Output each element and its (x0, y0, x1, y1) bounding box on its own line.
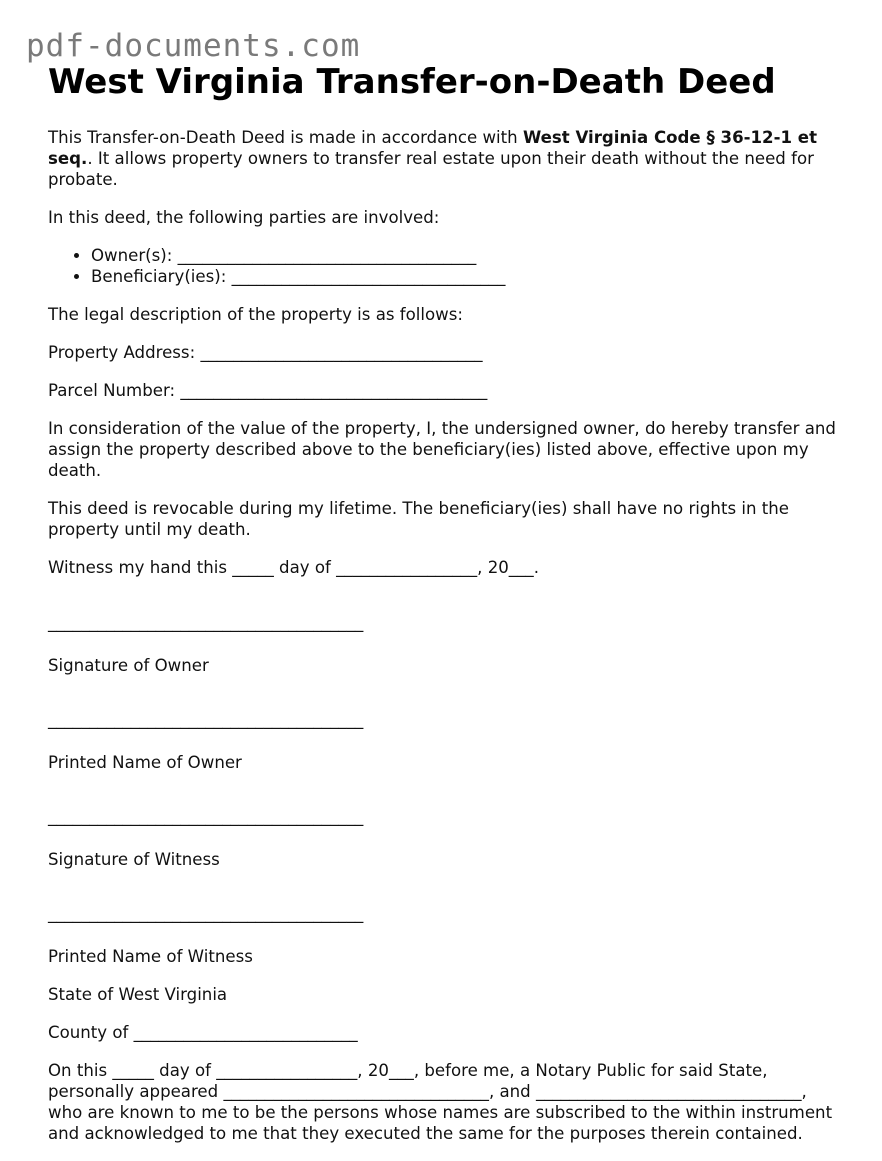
property-address-field: Property Address: __________________________________ (48, 343, 483, 362)
printed-name-owner-label: Printed Name of Owner (48, 753, 242, 772)
signature-line-witness: ______________________________________ (48, 807, 364, 826)
parties-intro: In this deed, the following parties are involved: (48, 208, 440, 227)
parties-list (48, 245, 843, 287)
printed-name-line-owner: ______________________________________ (48, 710, 364, 729)
intro-paragraph (48, 127, 843, 190)
legal-description-label: The legal description of the property is as follows: (48, 305, 463, 324)
witness-hand-line: Witness my hand this _____ day of _________________, 20___. (48, 558, 539, 577)
county-line: County of ___________________________ (48, 1023, 358, 1042)
signature-block (48, 612, 843, 967)
printed-name-witness-label: Printed Name of Witness (48, 947, 253, 966)
party-beneficiary: • Beneficiary(ies): _________________________________ (91, 266, 843, 287)
signature-witness-label: Signature of Witness (48, 850, 220, 869)
revocable-paragraph: This deed is revocable during my lifetime. The beneficiary(ies) shall have no rights in the property until my death. (48, 499, 789, 539)
document-title: West Virginia Transfer-on-Death Deed (48, 62, 776, 102)
intro-text-pre: This Transfer-on-Death Deed is made in accordance with (48, 128, 523, 147)
statute-citation: West Virginia Code § 36-12-1 et seq. (48, 128, 817, 168)
deed-body (48, 127, 843, 1161)
signature-owner-label: Signature of Owner (48, 656, 209, 675)
signature-line-owner: ______________________________________ (48, 613, 364, 632)
printed-name-line-witness: ______________________________________ (48, 904, 364, 923)
watermark: pdf-documents.com (26, 28, 361, 64)
consideration-paragraph: In consideration of the value of the property, I, the undersigned owner, do hereby transfer and assign the property described above to the beneficiary(ies) listed above, effective upon my death. (48, 419, 836, 480)
notary-paragraph: On this _____ day of _________________, 20___, before me, a Notary Public for said State, personally appeared ________________________________, and ________________________________, who are known to me to be the persons whose names are subscribed to the within instrument and acknowledged to me that they executed the same for the purposes therein contained. (48, 1061, 833, 1143)
state-line: State of West Virginia (48, 985, 228, 1004)
parcel-number-field: Parcel Number: _____________________________________ (48, 381, 488, 400)
intro-text-post: . It allows property owners to transfer real estate upon their death without the need for probate. (48, 149, 814, 189)
party-owner: • Owner(s): ____________________________________ (91, 245, 843, 266)
